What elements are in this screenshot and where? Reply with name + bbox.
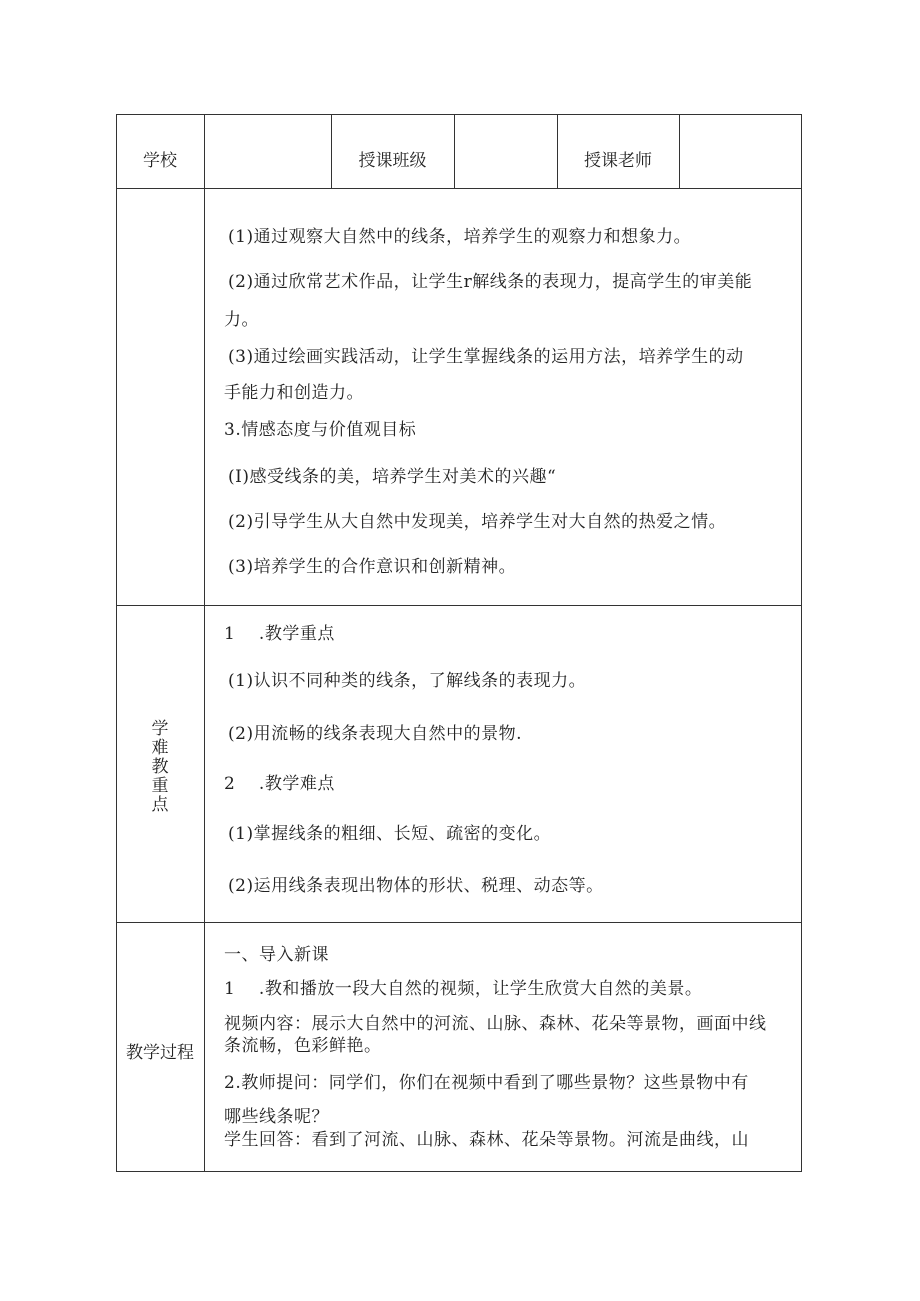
col-divider-3 — [454, 114, 455, 189]
goal-line: (1)通过观察大自然中的线条，培养学生的观察力和想象力。 — [228, 227, 692, 247]
col-divider-5 — [679, 114, 680, 189]
class-label: 授课班级 — [358, 151, 427, 171]
key-line: (1)掌握线条的粗细、长短、疏密的变化。 — [228, 824, 552, 844]
process-line: 学生回答：看到了河流、山脉、森林、花朵等景物。河流是曲线，山 — [224, 1130, 749, 1150]
process-label: 教学过程 — [126, 1043, 194, 1063]
process-line: 1 .教和播放一段大自然的视频，让学生欣赏大自然的美景。 — [224, 979, 703, 999]
label-char: 教 — [151, 757, 169, 777]
key-line: (2)运用线条表现出物体的形状、税理、动态等。 — [228, 876, 604, 896]
row-divider-keypoints — [116, 922, 802, 923]
teacher-label: 授课老师 — [584, 151, 652, 171]
process-heading: 一、导入新课 — [224, 945, 329, 965]
goal-line: 手能力和创造力。 — [224, 383, 364, 403]
key-heading: 2 .教学难点 — [224, 774, 335, 794]
label-char: 难 — [151, 738, 169, 758]
label-char: 学 — [151, 719, 169, 739]
process-line: 视频内容：展示大自然中的河流、山脉、森林、花朵等景物，画面中线 — [224, 1014, 767, 1034]
goal-line: (I)感受线条的美，培养学生对美术的兴趣“ — [228, 467, 557, 487]
school-label: 学校 — [143, 151, 177, 171]
goal-heading: 3.情感态度与价值观目标 — [224, 420, 417, 440]
goal-line: (2)引导学生从大自然中发现美，培养学生对大自然的热爱之情。 — [228, 512, 727, 532]
row-divider-goals — [116, 605, 802, 606]
col-divider-label — [204, 114, 205, 1172]
process-line: 条流畅，色彩鲜艳。 — [224, 1036, 382, 1056]
goal-line: (3)通过绘画实践活动，让学生掌握线条的运用方法，培养学生的动 — [228, 347, 744, 367]
key-heading: 1 .教学重点 — [224, 624, 335, 644]
goal-line: (3)培养学生的合作意识和创新精神。 — [228, 557, 517, 577]
row-divider-header — [116, 188, 802, 189]
goal-line: (2)通过欣常艺术作品，让学生r解线条的表现力，提高学生的审美能 — [228, 272, 753, 292]
key-line: (2)用流畅的线条表现大自然中的景物. — [228, 724, 522, 744]
process-line: 2.教师提问：同学们，你们在视频中看到了哪些景物？这些景物中有 — [224, 1073, 749, 1093]
key-line: (1)认识不同种类的线条，了解线条的表现力。 — [228, 671, 587, 691]
key-points-label — [146, 720, 174, 815]
label-char: 重 — [151, 776, 169, 796]
process-line: 哪些线条呢？ — [224, 1107, 329, 1127]
label-char: 点 — [151, 795, 169, 815]
goal-line: 力。 — [224, 310, 259, 330]
